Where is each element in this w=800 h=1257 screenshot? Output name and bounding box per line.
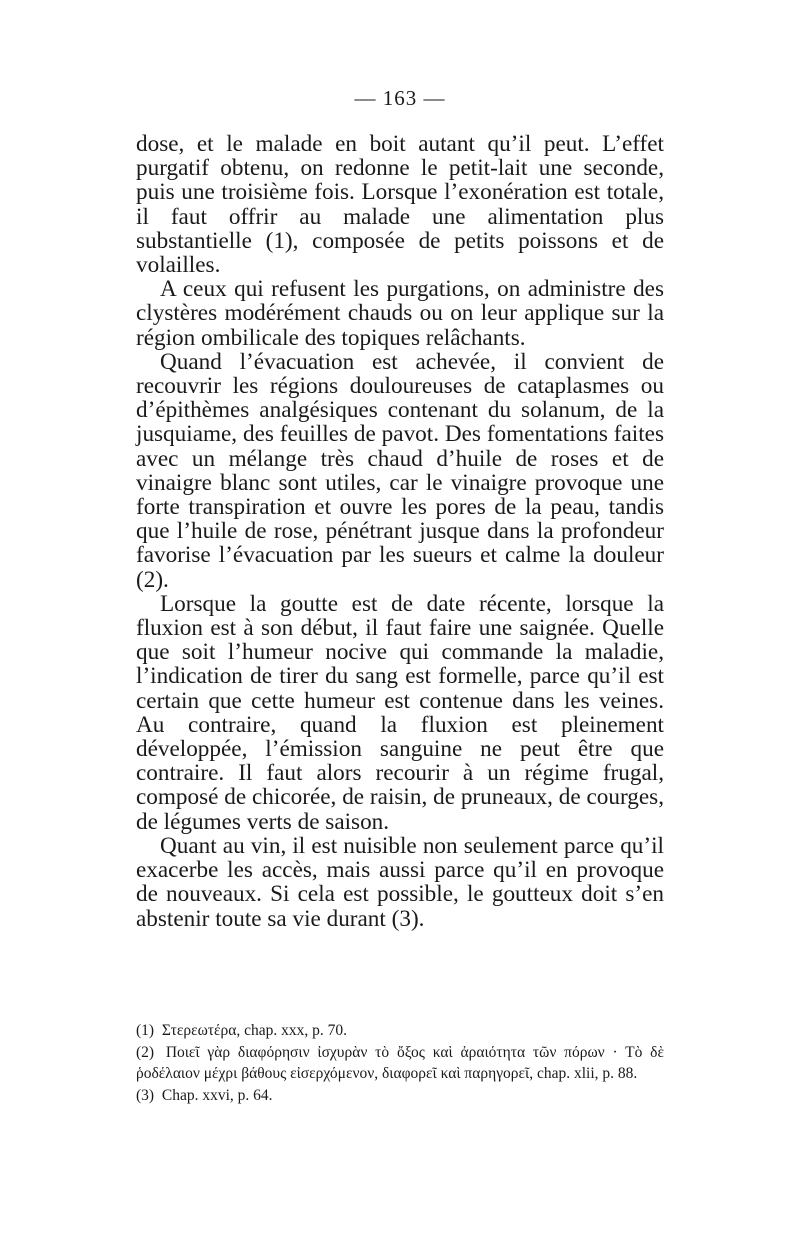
main-text: [136, 132, 664, 931]
footnote-number: (1): [136, 1022, 155, 1039]
paragraph: Quand l’évacuation est achevée, il convient de recouvrir les régions douloureuses de cataplasmes ou d’épithèmes analgésiques contenant du solanum, de la jusquiame, des feuilles de pavot. Des fomentations faites avec un mélange très chaud d’huile de roses et de vinaigre blanc sont utiles, car le vinaigre provoque une forte transpiration et ouvre les pores de la peau, tandis que l’huile de rose, pénétrant jusque dans la profondeur favorise l’évacuation par les sueurs et calme la douleur (2).: [136, 348, 664, 593]
footnote-number: (2): [136, 1043, 155, 1061]
paragraph: Lorsque la goutte est de date récente, lorsque la fluxion est à son début, il faut faire une saignée. Quelle que soit l’humeur nocive qui commande la maladie, l’indication de tirer du sang est formelle, parce qu’il est certain que cette humeur est contenue dans les veines. Au contraire, quand la fluxion est pleinement développée, l’émission sanguine ne peut être que contraire. Il faut alors recourir à un régime frugal, composé de chicorée, de raisin, de pruneaux, de courges, de légumes verts de saison.: [136, 590, 664, 835]
footnote-number: (3): [136, 1086, 155, 1104]
footnote-text: Chap. xxvi, p. 64.: [161, 1086, 273, 1104]
paragraph: dose, et le malade en boit autant qu’il peut. L’effet purgatif obtenu, on redonne le petit-lait une seconde, puis une troisième fois. Lorsque l’exonération est totale, il faut offrir au malade une alimentation plus substantielle (1), composée de petits poissons et de volailles.: [136, 131, 664, 279]
page-number: — 163 —: [354, 86, 446, 110]
paragraph: A ceux qui refusent les purgations, on administre des clystères modérément chauds ou on leur applique sur la région ombilicale des topiques relâchants.: [136, 276, 664, 351]
footnote-text: Στερεωτέρα, chap. xxx, p. 70.: [161, 1022, 348, 1039]
footnote-text: Ποιεῖ γὰρ διαφόρησιν ἰσχυρὰν τὸ ὄξος καὶ ἀραιότητα τῶν πόρων · Τὸ δὲ ῥοδέλαιον μέχρι βάθους εἰσερχόμενον, διαφορεῖ καὶ παρηγορεῖ, chap. xlii, p. 88.: [136, 1043, 664, 1082]
footnote: [136, 1042, 664, 1085]
paragraph: Quant au vin, il est nuisible non seulement parce qu’il exacerbe les accès, mais aussi parce qu’il en provoque de nouveaux. Si cela est possible, le goutteux doit s’en abstenir toute sa vie durant (3).: [136, 832, 664, 932]
footnote: [136, 1085, 664, 1107]
footnotes: [136, 1020, 664, 1106]
footnote: [136, 1020, 664, 1042]
